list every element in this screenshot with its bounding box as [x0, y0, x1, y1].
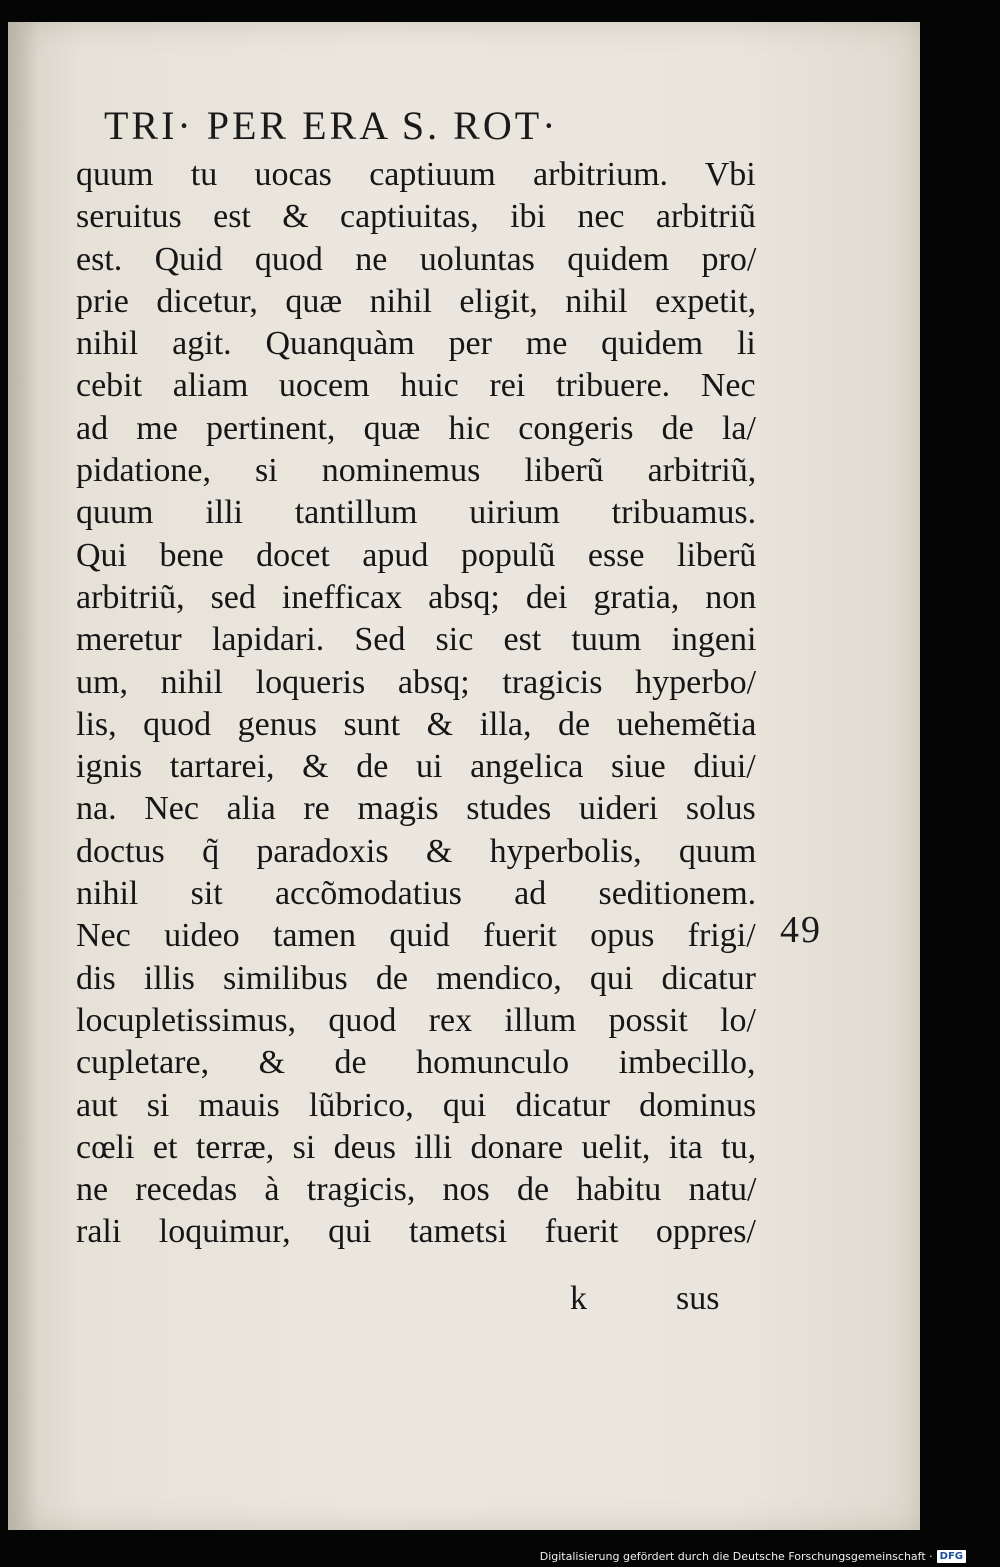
text-line: meretur lapidari. Sed sic est tuum ingeni [76, 621, 757, 659]
text-line: pidatione, si nominemus liberũ arbitriũ, [76, 452, 757, 490]
text-line: dis illis similibus de mendico, qui dicatur [76, 959, 756, 997]
text-line: ne recedas à tragicis, nos de habitu natu/ [76, 1171, 757, 1209]
text-line: quum tu uocas captiuum arbitrium. Vbi [76, 156, 756, 193]
text-line: est. Quid quod ne uoluntas quidem pro/ [76, 240, 757, 278]
text-line: rali loquimur, qui tametsi fuerit oppres/ [76, 1213, 756, 1251]
text-line: ignis tartarei, & de ui angelica siue diui/ [76, 748, 756, 786]
credit-text: Digitalisierung gefördert durch die Deutsche Forschungsgemeinschaft · [539, 1550, 933, 1563]
text-line: cebit aliam uocem huic rei tribuere. Nec [76, 367, 756, 405]
text-line: Qui bene docet apud populũ esse liberũ [76, 536, 757, 574]
text-line: Nec uideo tamen quid fuerit opus frigi/ [76, 917, 756, 955]
digitization-credit [540, 1550, 966, 1563]
running-header: TRI· PER ERA S. ROT· [104, 103, 559, 148]
page-spine-shadow [8, 22, 38, 1530]
catchword: sus [676, 1280, 720, 1317]
text-line: locupletissimus, quod rex illum possit lo/ [76, 1001, 756, 1039]
text-line: um, nihil loqueris absq; tragicis hyperbo/ [76, 663, 757, 701]
text-line: lis, quod genus sunt & illa, de uehemẽtia [76, 705, 757, 743]
text-line: na. Nec alia re magis studes uideri solus [76, 790, 756, 828]
text-line: ad me pertinent, quæ hic congeris de la/ [76, 409, 756, 447]
signature-mark: k [570, 1280, 587, 1317]
text-line: aut si mauis lũbrico, qui dicatur dominus [76, 1086, 757, 1124]
text-line: cupletare, & de homunculo imbecillo, [76, 1044, 756, 1082]
text-line: arbitriũ, sed inefficax absq; dei gratia, non [76, 578, 757, 616]
marginal-folio-number: 49 [780, 909, 822, 951]
text-line: cœli et terræ, si deus illi donare uelit, ita tu, [76, 1128, 757, 1166]
text-line: quum illi tantillum uirium tribuamus. [76, 494, 757, 532]
text-line: nihil agit. Quanquàm per me quidem li [76, 325, 756, 363]
book-page [8, 22, 920, 1530]
text-line: seruitus est & captiuitas, ibi nec arbitriũ [76, 198, 756, 236]
text-line: nihil sit accõmodatius ad seditionem. [76, 875, 757, 913]
body-text [76, 154, 756, 1254]
text-line: doctus q̃ paradoxis & hyperbolis, quum [76, 832, 757, 870]
dfg-logo-icon: DFG [937, 1550, 966, 1563]
text-line: prie dicetur, quæ nihil eligit, nihil expetit, [76, 282, 757, 320]
